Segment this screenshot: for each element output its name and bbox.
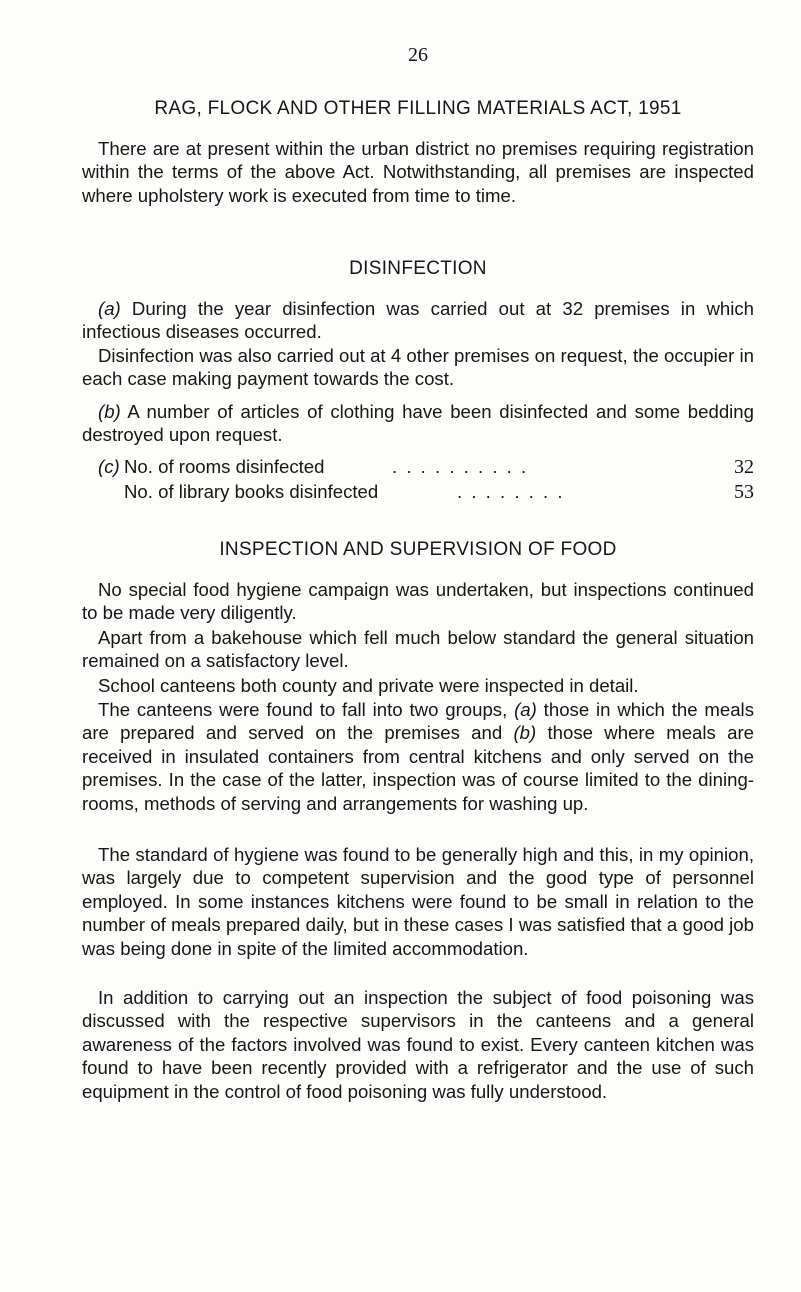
stat-label-library-books: No. of library books disinfected <box>124 481 379 502</box>
disinfection-paragraph-a <box>82 297 754 344</box>
disinfection-paragraph-b <box>82 400 754 447</box>
leader-dots: . . . . . . . . <box>457 481 565 502</box>
stat-label-rooms: No. of rooms disinfected <box>124 456 325 477</box>
stat-value-library-books: 53 <box>734 481 754 503</box>
stat-row-rooms <box>82 456 754 480</box>
disinfection-paragraph-a2: Disinfection was also carried out at 4 other premises on request, the occupier in each case making payment towards the cost. <box>82 345 754 390</box>
list-label-b: (b) <box>98 401 121 422</box>
rag-flock-paragraph: There are at present within the urban district no premises requiring registration within the terms of the above Act. Notwithstanding, all premises are inspected where upholstery work is executed from time to time. <box>82 138 754 206</box>
disinfection-a-text: During the year disinfection was carried out at 32 premises in which infectious diseases occurred. <box>82 298 754 343</box>
food-paragraph-4 <box>82 698 754 815</box>
leader-dots: . . . . . . . . . . <box>392 456 529 477</box>
food-p4-text-3: those where meals are received in insulated containers from central kitchens and only served on the premises. In the case of the latter, inspection was of course limited to the dining-rooms, methods of serving and arrangements for washing up. <box>82 722 754 814</box>
food-paragraph-3: School canteens both county and private were inspected in detail. <box>98 675 639 696</box>
list-label-a: (a) <box>98 298 121 319</box>
stat-row-library-books <box>82 481 754 505</box>
section-title-food-inspection: INSPECTION AND SUPERVISION OF FOOD <box>219 539 617 560</box>
food-p4-text-1: The canteens were found to fall into two groups, <box>98 699 515 720</box>
section-title-disinfection: DISINFECTION <box>349 258 487 279</box>
food-paragraph-5: The standard of hygiene was found to be generally high and this, in my opinion, was largely due to competent supervision and the good type of personnel employed. In some instances kitchens were found to be small in relation to the number of meals prepared daily, but in these cases I was satisfied that a good job was being done in spite of the limited accommodation. <box>82 844 754 959</box>
list-label-c: (c) <box>98 456 120 477</box>
stat-value-rooms: 32 <box>734 456 754 478</box>
food-paragraph-2: Apart from a bakehouse which fell much below standard the general situation remained on a satisfactory level. <box>82 627 754 672</box>
disinfection-b-text: A number of articles of clothing have been disinfected and some bedding destroyed upon request. <box>82 401 754 446</box>
food-paragraph-6: In addition to carrying out an inspection the subject of food poisoning was discussed with the respective supervisors in the canteens and a general awareness of the factors involved was found to exist. Every canteen kitchen was found to have been recently provided with a refrigerator and the use of such equipment in the control of food poisoning was fully understood. <box>82 987 754 1102</box>
section-title-rag-flock: RAG, FLOCK AND OTHER FILLING MATERIALS ACT, 1951 <box>154 98 682 119</box>
food-p4-text-2: those in which the meals are prepared and served on the premises and <box>82 699 754 744</box>
list-label-a: (a) <box>514 699 537 720</box>
list-label-b: (b) <box>513 722 537 744</box>
food-paragraph-1: No special food hygiene campaign was undertaken, but inspections continued to be made very diligently. <box>82 579 754 624</box>
page-number: 26 <box>408 44 428 66</box>
